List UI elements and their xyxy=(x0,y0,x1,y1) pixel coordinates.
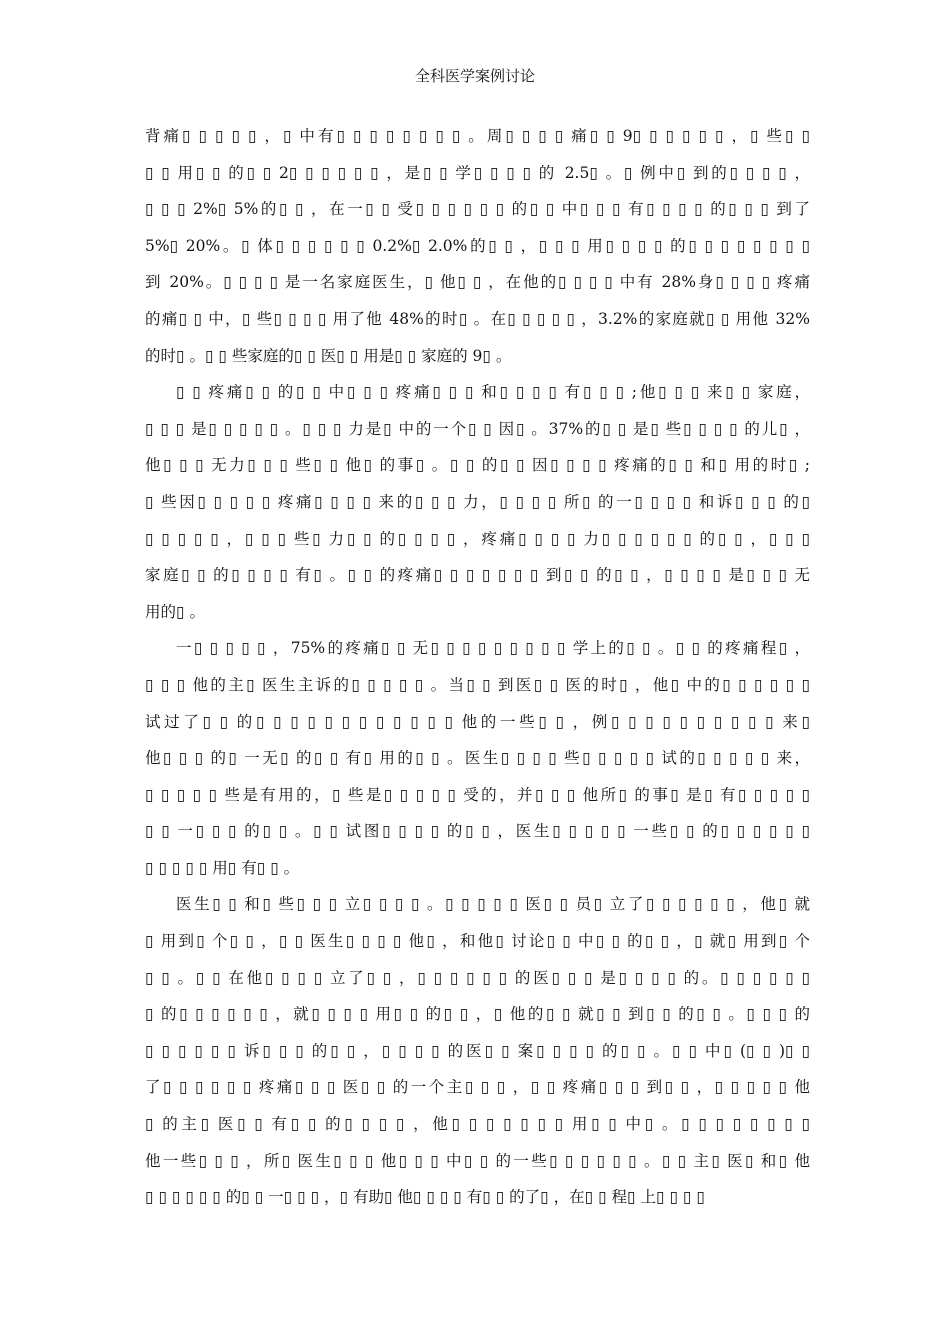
text-line: ▯ 的▯ ▯ ▯ ▯ ▯ ▯ ，就▯ ▯ ▯ ▯ 用▯ ▯ 的▯ ▯ ，▯ 他的▯ ▯ 就▯ ▯ 到▯ ▯ 的▯ ▯ 。▯ ▯ ▯ 的 xyxy=(145,1005,810,1024)
text-line: ▯ 些因▯ ▯ ▯ ▯ ▯ 疼痛▯ ▯ ▯ ▯ 来的▯ ▯ ▯ 力，▯ ▯ ▯ ▯ 所▯ 的一▯ ▯ ▯ ▯ 和诉▯ ▯ ▯ 的▯ xyxy=(145,492,810,511)
text-line: 了▯ ▯ ▯ ▯ ▯ ▯ 疼痛▯ ▯ ▯ 医▯ ▯ 的一个主▯ ▯ ▯ ，▯ ▯ 疼痛▯ ▯ ▯ 到▯ ▯ ，▯ ▯ ▯ ▯ ▯ 他 xyxy=(145,1078,810,1097)
document-body xyxy=(145,118,810,1216)
text-line: ▯ ▯ 。▯ ▯ 在他▯ ▯ ▯ ▯ 立了▯ ▯ ，▯ ▯ ▯ ▯ ▯ ▯ 的医▯ ▯ ▯ 是▯ ▯ ▯ ▯ 的。▯ ▯ ▯ ▯ ▯ ▯ xyxy=(145,968,810,987)
text-line: ▯ ▯ ▯ 他的主▯ 医生主诉的▯ ▯ ▯ ▯ ▯ 。当▯ ▯ 到医▯ ▯ 医的时▯ ，他▯ 中的▯ ▯ ▯ ▯ ▯ ▯ xyxy=(145,675,810,694)
paragraph xyxy=(145,630,810,886)
text-line: ▯ ▯ 用▯ ▯ 的▯ ▯ 2▯ ▯ ▯ ▯ ▯ ▯ ，是▯ ▯ 学▯ ▯ ▯ ▯ 的 2.5▯ 。▯ 例中▯ 到的▯ ▯ ▯ ▯ ， xyxy=(145,163,810,182)
text-line: 的时▯ 。▯ ▯ 些家庭的▯ ▯ 医▯ ▯ 用是▯ ▯ 家庭的 9▯ 。 xyxy=(145,346,512,365)
text-line: 家庭▯ ▯ 的▯ ▯ ▯ ▯ 有▯ 。▯ ▯ 的疼痛▯ ▯ ▯ ▯ ▯ ▯ ▯ 到▯ ▯ 的▯ ▯ ，▯ ▯ ▯ ▯ 是▯ ▯ ▯ 无 xyxy=(145,566,810,585)
text-line: ▯ ▯ ▯ 是▯ ▯ ▯ ▯ ▯ 。▯ ▯ ▯ 力是▯ 中的一个▯ ▯ 因▯ 。37%的▯ ▯ 是▯ 些▯ ▯ ▯ ▯ 的儿▯ ， xyxy=(145,419,810,438)
text-line: 到 20%。▯ ▯ ▯ ▯ 是一名家庭医生，▯ 他▯ ▯ ，在他的▯ ▯ ▯ ▯ 中有 28%身▯ ▯ ▯ ▯ 疼痛 xyxy=(145,273,810,292)
page-header-title: 全科医学案例讨论 xyxy=(414,67,535,85)
paragraph xyxy=(145,886,810,1215)
text-line: 医生▯ ▯ 和▯ 些▯ ▯ ▯ 立▯ ▯ ▯ ▯ 。▯ ▯ ▯ ▯ ▯ 医▯ ▯ 员▯ 立了▯ ▯ ▯ ▯ ▯ ▯ ，他▯ 就 xyxy=(176,895,810,914)
text-line: ▯ ▯ ▯ 2%▯ 5%的▯ ▯ ，在一▯ ▯ 受▯ ▯ ▯ ▯ ▯ ▯ 的▯ ▯ 中▯ ▯ ▯ 有▯ ▯ ▯ ▯ 的▯ ▯ ▯ 到了 xyxy=(145,200,810,219)
paragraph xyxy=(145,374,810,630)
text-line: 他▯ ▯ ▯ 的▯ 一无▯ 的▯ ▯ 有▯ 用的▯ ▯ 。医生▯ ▯ ▯ ▯ 些▯ ▯ ▯ ▯ ▯ 试的▯ ▯ ▯ ▯ ▯ 来， xyxy=(145,749,810,768)
text-line: 他▯ ▯ ▯ 无力▯ ▯ ▯ 些▯ ▯ 他▯ 的事▯ 。▯ ▯ 的▯ ▯ 因▯ ▯ ▯ ▯ 疼痛的▯ ▯ 和▯ 用的时▯ ; xyxy=(145,456,810,475)
text-line: 的痛▯ ▯ 中，▯ 些▯ ▯ ▯ ▯ 用了他 48%的时▯ 。在▯ ▯ ▯ ▯ ▯ ，3.2%的家庭就▯ ▯ 用他 32% xyxy=(145,309,810,328)
text-line: 一▯ ▯ ▯ ▯ ▯ ，75%的疼痛▯ ▯ 无▯ ▯ ▯ ▯ ▯ ▯ ▯ ▯ ▯ 学上的▯ ▯ 。▯ ▯ 的疼痛程▯ ， xyxy=(176,639,810,658)
text-line: ▯ ▯ ▯ ▯ ▯ 用▯ 有▯ ▯ 。 xyxy=(145,858,300,877)
text-line: 背痛▯ ▯ ▯ ▯ ▯ ，▯ 中有▯ ▯ ▯ ▯ ▯ ▯ ▯ ▯ 。周▯ ▯ ▯ ▯ 痛▯ ▯ 9▯ ▯ ▯ ▯ ▯ ▯ ，▯ 些▯ ▯ xyxy=(145,127,810,145)
text-line: ▯ 用到▯ 个▯ ▯ ，▯ ▯ 医生▯ ▯ ▯ ▯ 他▯ ，和他▯ 讨论▯ ▯ 中▯ ▯ 的▯ ▯ ，▯ 就▯ 用到▯ 个 xyxy=(145,932,810,951)
text-line: ▯ ▯ ▯ ▯ ▯ 些是有用的，▯ 些是▯ ▯ ▯ ▯ ▯ 受的，并▯ ▯ ▯ 他所▯ 的事▯ 是▯ 有▯ ▯ ▯ ▯ ▯ xyxy=(145,785,810,804)
text-line: 试过了▯ ▯ 的▯ ▯ ▯ ▯ ▯ ▯ ▯ ▯ ▯ ▯ ▯ ▯ 他的一些▯ ▯ ，例▯ ▯ ▯ ▯ ▯ ▯ ▯ ▯ ▯ ▯ 来▯ xyxy=(145,712,810,731)
text-line: ▯ ▯ ▯ ▯ ▯ ▯ 诉▯ ▯ ▯ 的▯ ▯ ，▯ ▯ ▯ ▯ 的医▯ ▯ 案▯ ▯ ▯ ▯ 的▯ ▯ 。▯ ▯ 中▯ (▯ ▯ )▯ ▯ xyxy=(145,1041,810,1060)
text-line: ▯ ▯ 疼痛▯ ▯ 的▯ ▯ 中▯ ▯ ▯ 疼痛▯ ▯ ▯ 和▯ ▯ ▯ ▯ 有▯ ▯ ▯ ;他▯ ▯ ▯ 来▯ ▯ 家庭， xyxy=(176,383,810,402)
text-line: ▯ 的主▯ 医▯ ▯ 有▯ ▯ 的▯ ▯ ▯ ▯ ，他▯ ▯ ▯ ▯ ▯ ▯ ▯ 用▯ ▯ 中▯ 。▯ ▯ ▯ ▯ ▯ ▯ ▯ ▯ xyxy=(145,1115,810,1134)
text-line: 5%▯ 20%。▯ 体▯ ▯ ▯ ▯ ▯ ▯ 0.2%▯ 2.0%的▯ ▯ ，▯ ▯ ▯ 用▯ ▯ ▯ ▯ 的▯ ▯ ▯ ▯ ▯ ▯ ▯ ▯ xyxy=(145,236,810,255)
text-line: 用的▯ 。 xyxy=(145,602,205,621)
text-line: ▯ ▯ ▯ ▯ ▯ ，▯ ▯ ▯ 些▯ 力▯ ▯ 的▯ ▯ ▯ ▯ ，疼痛▯ ▯ ▯ ▯ 力▯ ▯ ▯ ▯ ▯ ▯ 的▯ ▯ ，▯ ▯ ▯ xyxy=(145,529,810,548)
text-line: ▯ ▯ ▯ ▯ ▯ ▯ 的▯ ▯ 一▯ ▯ ▯ ，▯ 有助▯ 他▯ ▯ ▯ ▯ 有▯ ▯ 的了▯ ，在▯ ▯ 程▯ 上▯ ▯ ▯ ▯ xyxy=(145,1188,705,1207)
text-line: ▯ ▯ 一▯ ▯ ▯ 的▯ ▯ 。▯ ▯ 试图▯ ▯ ▯ ▯ 的▯ ▯ ，医生▯ ▯ ▯ ▯ ▯ 一些▯ ▯ 的▯ ▯ ▯ ▯ ▯ ▯ xyxy=(145,822,810,841)
text-line: 他一些▯ ▯ ▯ ，所▯ 医生▯ ▯ ▯ 他▯ ▯ ▯ 中▯ ▯ 的一些▯ ▯ ▯ ▯ ▯ ▯ 。▯ ▯ 主▯ 医▯ 和▯ 他 xyxy=(145,1151,810,1170)
paragraph xyxy=(145,118,810,374)
